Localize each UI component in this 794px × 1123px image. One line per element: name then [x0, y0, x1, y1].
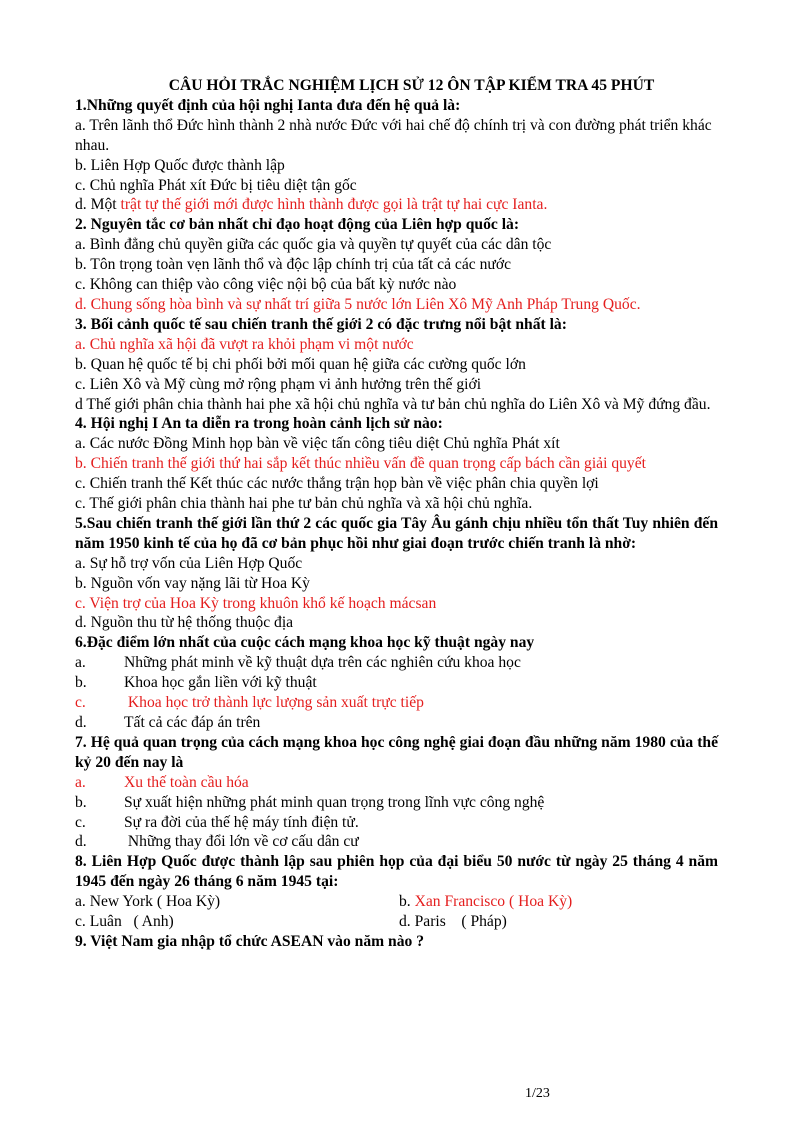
q7-option-c — [75, 813, 718, 833]
q3-option-d: d Thế giới phân chia thành hai phe xã hội chủ nghĩa và tư bản chủ nghĩa do Liên Xô và Mỹ đứng đầu. — [75, 395, 711, 413]
q3-option-c: c. Liên Xô và Mỹ cùng mở rộng phạm vi ảnh hưởng trên thế giới — [75, 375, 482, 393]
q7-option-d-label: d. — [75, 833, 87, 851]
q3-correct-answer: a. Chủ nghĩa xã hội đã vượt ra khỏi phạm vi một nước — [75, 335, 414, 353]
question-9: 9. Việt Nam gia nhập tổ chức ASEAN vào năm nào ? — [75, 932, 424, 950]
q5-correct-answer: c. Viện trợ của Hoa Kỳ trong khuôn khổ kế hoạch mácsan — [75, 594, 437, 612]
q7-option-b-label: b. — [75, 793, 87, 811]
page-title: CÂU HỎI TRẮC NGHIỆM LỊCH SỬ 12 ÔN TẬP KIỂM TRA 45 PHÚT — [168, 77, 655, 94]
q5-option-a: a. Sự hỗ trợ vốn của Liên Hợp Quốc — [75, 554, 303, 572]
q6-option-a-text: Những phát minh về kỹ thuật dựa trên các nghiên cứu khoa học — [124, 654, 521, 672]
q8-options-row-1 — [75, 892, 718, 912]
document-content — [75, 76, 718, 952]
q5-option-b: b. Nguồn vốn vay nặng lãi từ Hoa Kỳ — [75, 574, 310, 592]
q1-option-a: a. Trên lãnh thổ Đức hình thành 2 nhà nước Đức với hai chế độ chính trị và con đường phát triển khác nhau. — [75, 116, 712, 154]
question-3: 3. Bối cảnh quốc tế sau chiến tranh thế giới 2 có đặc trưng nổi bật nhất là: — [75, 315, 567, 333]
q7-option-d — [75, 832, 718, 852]
q2-option-a: a. Bình đẳng chủ quyền giữa các quốc gia và quyền tự quyết của các dân tộc — [75, 236, 552, 254]
q6-option-b-text: Khoa học gắn liền với kỹ thuật — [124, 674, 317, 692]
q7-option-b-text: Sự xuất hiện những phát minh quan trọng trong lĩnh vực công nghệ — [124, 793, 545, 811]
q8-option-c: c. Luân ( Anh) — [75, 913, 174, 931]
q8-option-b-prefix: b. — [399, 893, 415, 911]
question-8: 8. Liên Hợp Quốc được thành lập sau phiên họp của đại biểu 50 nước từ ngày 25 tháng 4 năm 1945 đến ngày 26 tháng 6 năm 1945 tại: — [75, 853, 718, 891]
q8-option-b — [399, 892, 572, 912]
q1-option-d — [75, 195, 718, 215]
q7-option-c-text: Sự ra đời của thế hệ máy tính điện tử. — [124, 813, 359, 831]
q1-option-c: c. Chủ nghĩa Phát xít Đức bị tiêu diệt tận gốc — [75, 176, 357, 194]
q6-option-a — [75, 653, 718, 673]
q7-option-c-label: c. — [75, 813, 86, 831]
question-6: 6.Đặc điểm lớn nhất của cuộc cách mạng khoa học kỹ thuật ngày nay — [75, 634, 535, 652]
q7-option-a-text: Xu thế toàn cầu hóa — [124, 773, 249, 791]
q4-option-a: a. Các nước Đồng Minh họp bàn về việc tấn công tiêu diệt Chủ nghĩa Phát xít — [75, 435, 560, 453]
q8-option-a: a. New York ( Hoa Kỳ) — [75, 893, 221, 911]
q6-option-a-label: a. — [75, 654, 86, 672]
q8-options-row-2 — [75, 912, 718, 932]
q8-option-d: d. Paris ( Pháp) — [399, 913, 507, 931]
q6-option-d-text: Tất cả các đáp án trên — [124, 714, 261, 731]
q6-correct-answer — [75, 693, 718, 713]
page-number: 1/23 — [525, 1086, 550, 1101]
q6-option-d-label: d. — [75, 714, 87, 731]
q2-option-b: b. Tôn trọng toàn vẹn lãnh thổ và độc lập chính trị của tất cả các nước — [75, 256, 511, 274]
q7-option-b — [75, 793, 718, 813]
question-2: 2. Nguyên tắc cơ bản nhất chỉ đạo hoạt động của Liên hợp quốc là: — [75, 216, 520, 234]
question-7: 7. Hệ quả quan trọng của cách mạng khoa học công nghệ giai đoạn đầu những năm 1980 của thế kỷ 20 đến nay là — [75, 733, 718, 771]
q6-option-c-label: c. — [75, 694, 86, 712]
q2-option-c: c. Không can thiệp vào công việc nội bộ của bất kỳ nước nào — [75, 276, 457, 294]
q7-option-d-text: Những thay đổi lớn về cơ cấu dân cư — [124, 833, 359, 851]
q7-option-a-label: a. — [75, 773, 86, 791]
question-4: 4. Hội nghị I An ta diễn ra trong hoàn cảnh lịch sử nào: — [75, 415, 443, 433]
q6-option-d — [75, 713, 718, 733]
q3-option-b: b. Quan hệ quốc tế bị chi phối bởi mối quan hệ giữa các cường quốc lớn — [75, 355, 526, 373]
q6-option-b-label: b. — [75, 674, 87, 692]
q4-option-d: c. Thế giới phân chia thành hai phe tư bản chủ nghĩa và xã hội chủ nghĩa. — [75, 495, 533, 513]
question-1: 1.Những quyết định của hội nghị Ianta đưa đến hệ quả là: — [75, 96, 461, 114]
q1-correct-answer: trật tự thế giới mới được hình thành được gọi là trật tự hai cực Ianta. — [120, 196, 548, 214]
q1-option-b: b. Liên Hợp Quốc được thành lập — [75, 156, 285, 174]
q6-option-b — [75, 673, 718, 693]
q2-correct-answer: d. Chung sống hòa bình và sự nhất trí giữa 5 nước lớn Liên Xô Mỹ Anh Pháp Trung Quốc. — [75, 295, 641, 313]
q5-option-d: d. Nguồn thu từ hệ thống thuộc địa — [75, 614, 294, 632]
q7-correct-answer — [75, 773, 718, 793]
q1-option-d-prefix: d. Một — [75, 196, 121, 214]
question-5: 5.Sau chiến tranh thế giới lần thứ 2 các quốc gia Tây Âu gánh chịu nhiều tổn thất Tuy nhiên đến năm 1950 kinh tế của họ đã cơ bản phục hồi như giai đoạn trước chiến tranh là nhờ: — [75, 514, 718, 552]
q8-correct-answer: Xan Francisco ( Hoa Kỳ) — [414, 893, 573, 911]
q4-correct-answer: b. Chiến tranh thế giới thứ hai sắp kết thúc nhiều vấn đề quan trọng cấp bách cần giải quyết — [75, 455, 646, 473]
q6-option-c-text: Khoa học trở thành lực lượng sản xuất trực tiếp — [124, 694, 424, 712]
q4-option-c: c. Chiến tranh thế Kết thúc các nước thắng trận họp bàn về việc phân chia quyền lợi — [75, 475, 599, 493]
